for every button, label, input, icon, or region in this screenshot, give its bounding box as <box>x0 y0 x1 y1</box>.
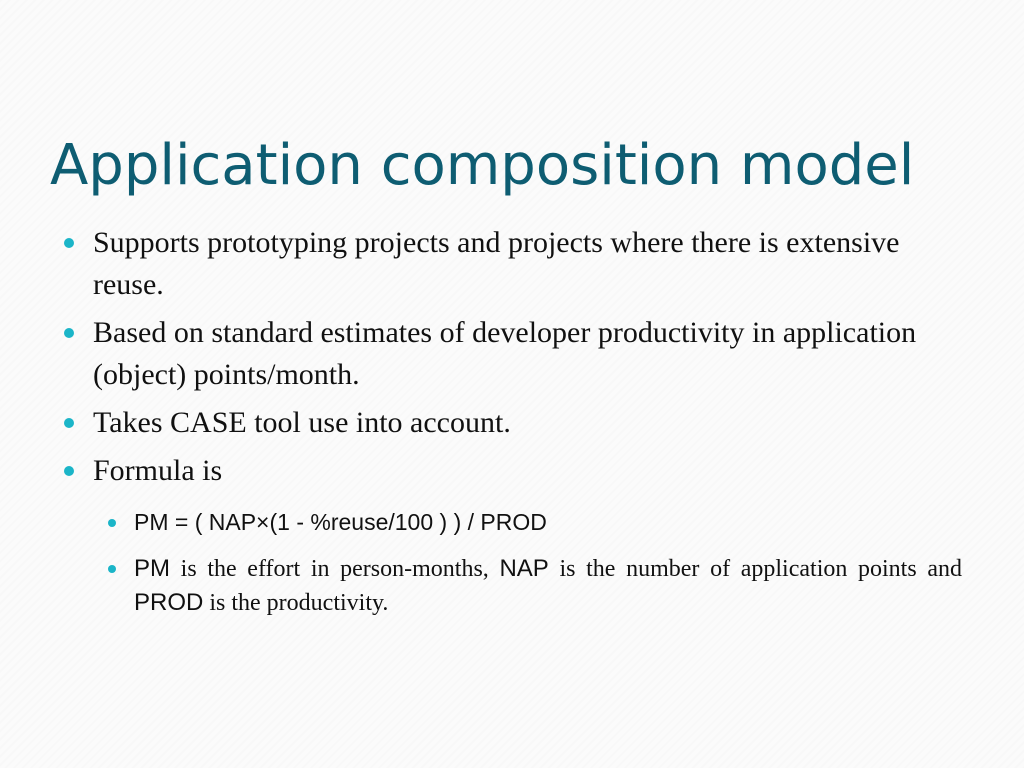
formula-text: PM = ( NAP×(1 - %reuse/100 ) ) / PROD <box>134 509 547 535</box>
bullet-text: Supports prototyping projects and projects where there is extensive reuse. <box>93 226 900 301</box>
bullet-text: Formula is <box>93 454 223 487</box>
bullet-text: Takes CASE tool use into account. <box>93 406 511 439</box>
bullet-item <box>62 450 962 492</box>
bullet-icon <box>64 238 74 248</box>
slide-title: Application composition model <box>50 133 915 198</box>
sub-bullet-icon <box>108 565 116 573</box>
bullet-item <box>62 222 962 306</box>
nap-term: NAP <box>499 555 549 582</box>
desc-text-1: is the effort in person-months, <box>170 556 500 582</box>
bullet-item <box>62 402 962 444</box>
slide-body <box>62 222 962 620</box>
desc-text-3: is the productivity. <box>203 590 389 616</box>
bullet-icon <box>64 328 74 338</box>
prod-term: PROD <box>134 589 204 616</box>
sub-bullet-icon <box>108 519 116 527</box>
description-sub-bullet <box>134 552 962 620</box>
bullet-icon <box>64 466 74 476</box>
bullet-item <box>62 312 962 396</box>
bullet-text: Based on standard estimates of developer productivity in application (object) points/month. <box>93 316 917 391</box>
pm-term: PM <box>134 555 170 582</box>
desc-text-2: is the number of application points and <box>548 556 962 582</box>
formula-sub-bullet <box>134 506 962 538</box>
bullet-icon <box>64 418 74 428</box>
